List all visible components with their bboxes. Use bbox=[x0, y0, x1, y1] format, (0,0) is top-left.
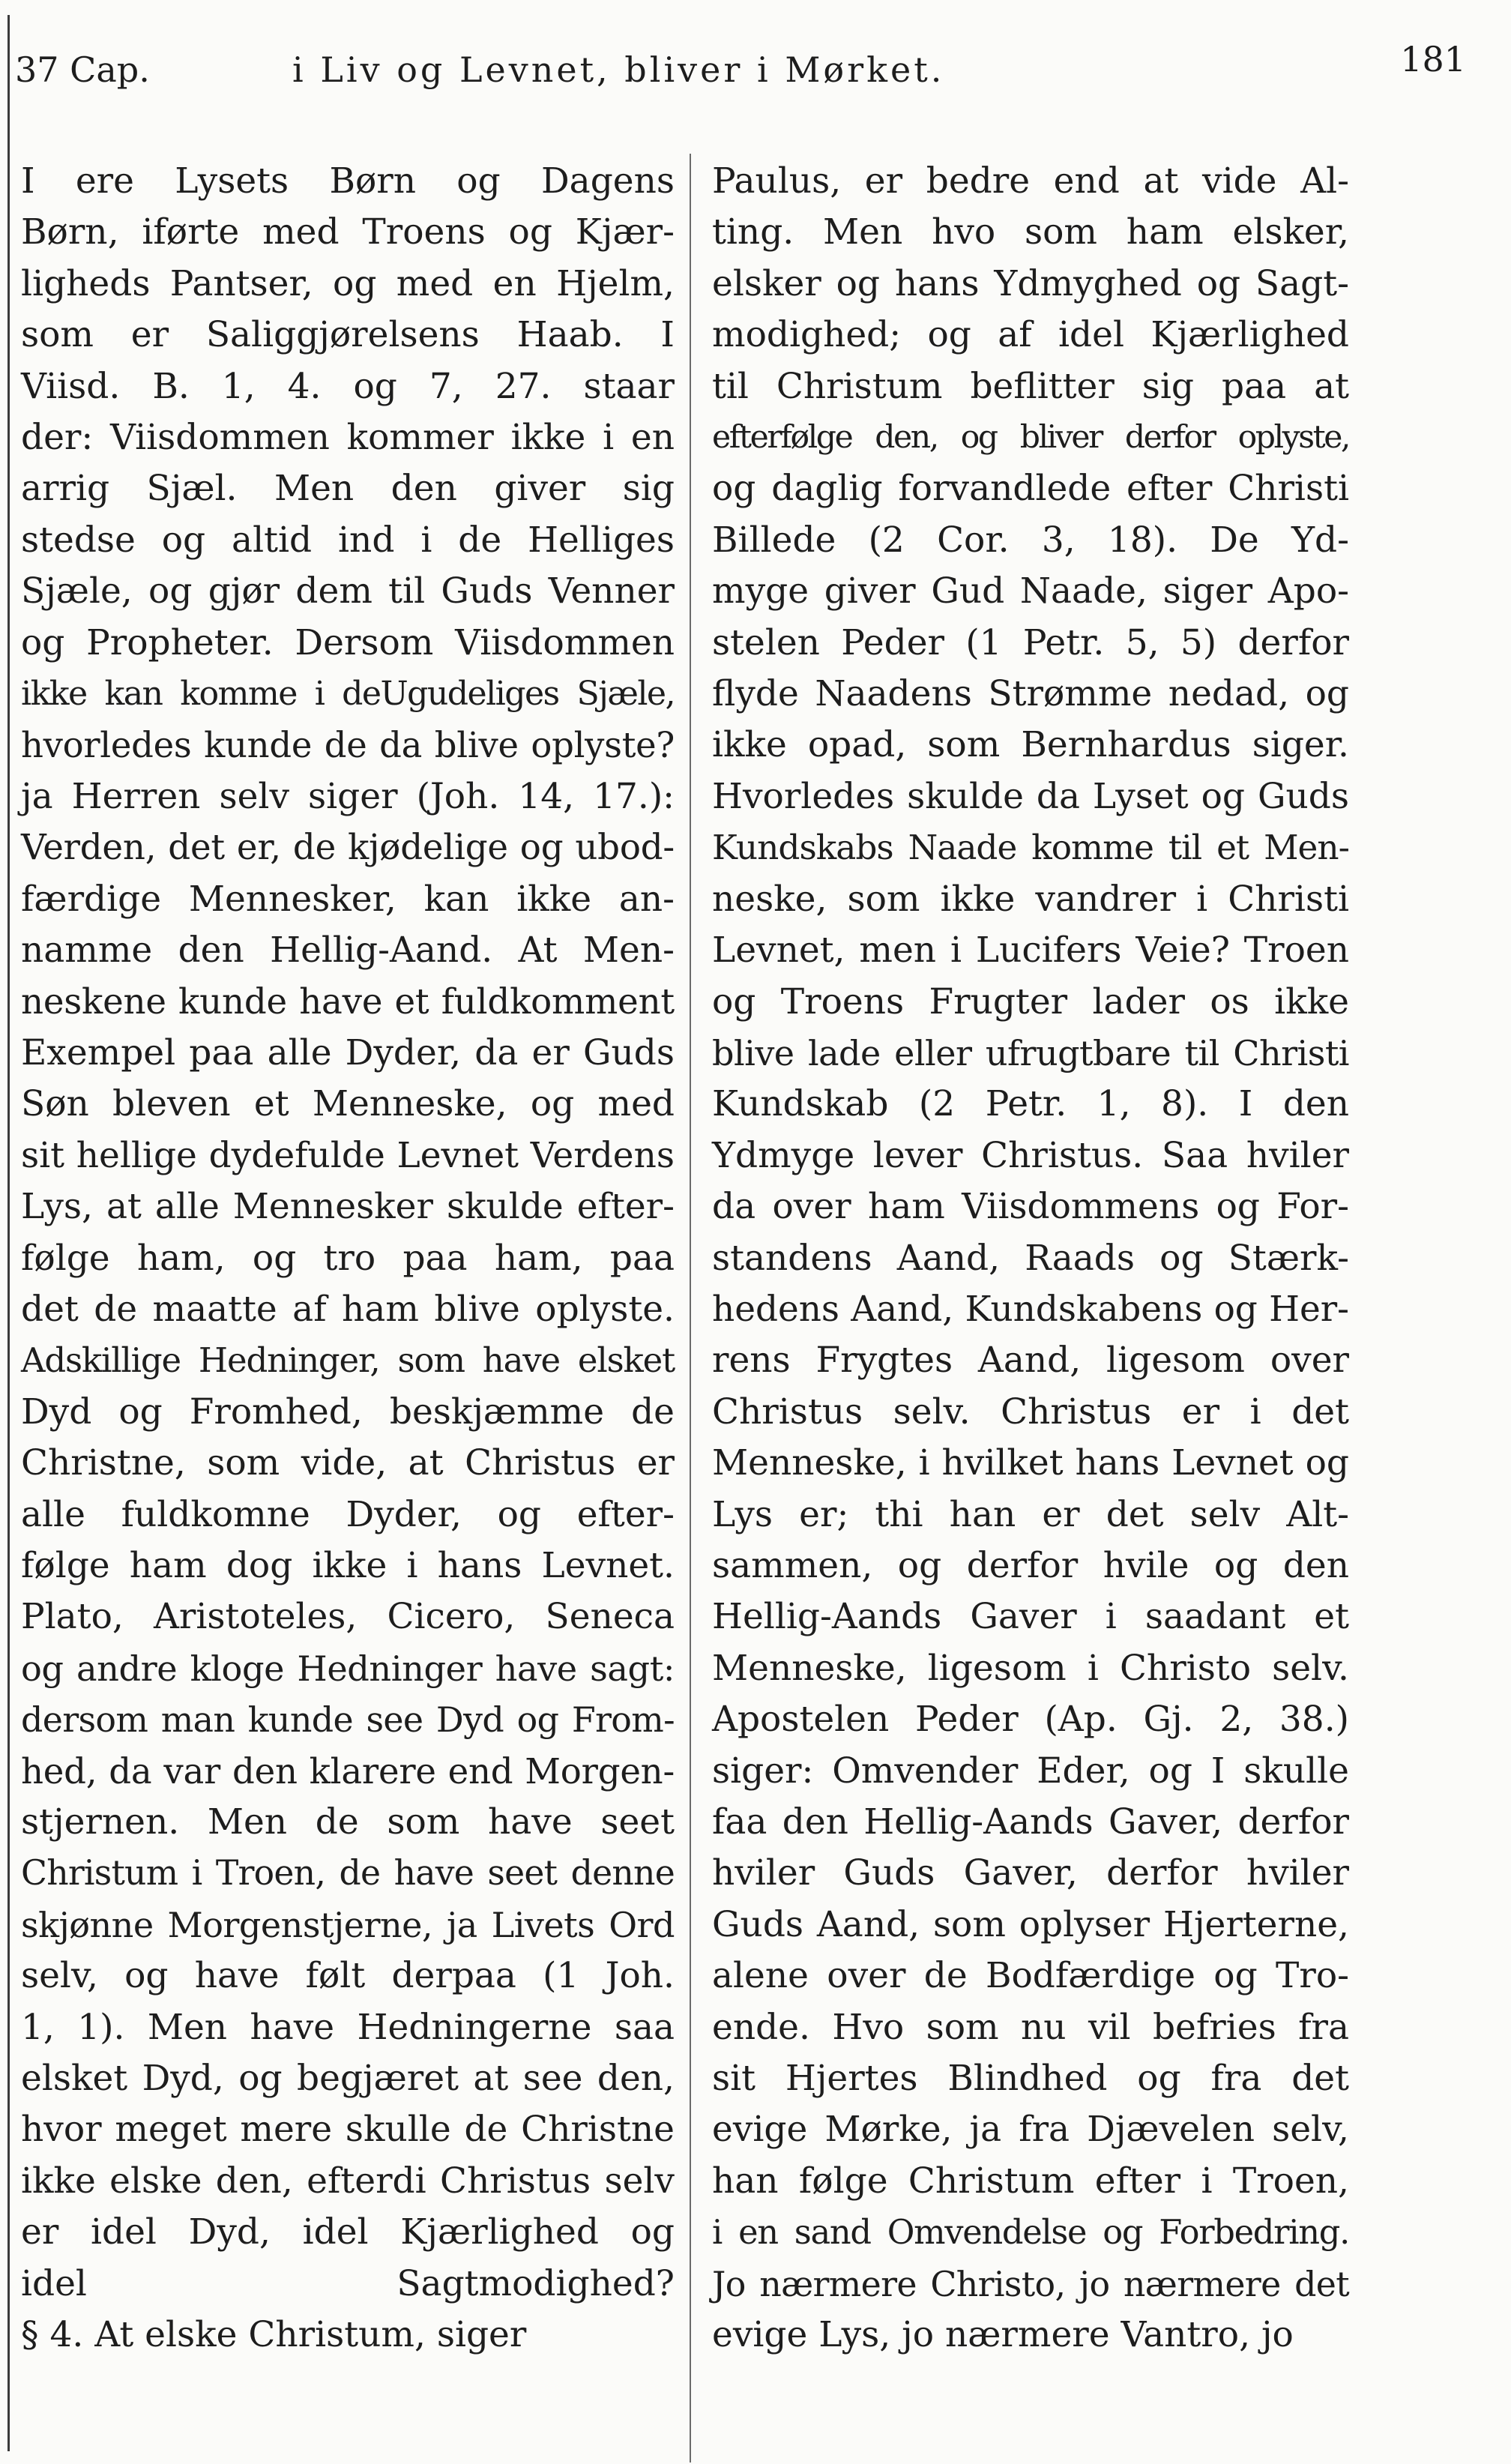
text-line: sit Hjertes Blindhed og fra det bbox=[712, 2058, 1349, 2100]
text-line: faa den Hellig-Aands Gaver, derfor bbox=[712, 1801, 1349, 1843]
text-line: hviler Guds Gaver, derfor hviler bbox=[712, 1852, 1349, 1894]
text-line: elsker og hans Ydmyghed og Sagt- bbox=[712, 262, 1349, 304]
text-line: følge ham dog ikke i hans Levnet. bbox=[21, 1544, 675, 1586]
text-line: alle fuldkomne Dyder, og efter- bbox=[21, 1493, 675, 1535]
text-line: Plato, Aristoteles, Cicero, Seneca bbox=[21, 1596, 675, 1638]
text-line: færdige Mennesker, kan ikke an- bbox=[21, 878, 675, 920]
text-line: Christus selv. Christus er i det bbox=[712, 1391, 1349, 1433]
text-line: Jo nærmere Christo, jo nærmere det bbox=[712, 2263, 1349, 2304]
text-line: Adskillige Hedninger, som have elsket bbox=[21, 1340, 675, 1381]
text-line: Dyd og Fromhed, beskjæmme de bbox=[21, 1391, 675, 1433]
text-line: sit hellige dydefulde Levnet Verdens bbox=[21, 1134, 675, 1176]
running-title: i Liv og Levnet, bliver i Mørket. bbox=[292, 49, 945, 90]
text-line: og daglig forvandlede efter Christi bbox=[712, 468, 1349, 510]
text-line: ja Herren selv siger (Joh. 14, 17.): bbox=[21, 775, 675, 817]
text-line: skjønne Morgenstjerne, ja Livets Ord bbox=[21, 1904, 675, 1945]
text-line: ikke kan komme i deUgudeliges Sjæle, bbox=[21, 675, 675, 714]
text-line: namme den Hellig-Aand. At Men- bbox=[21, 930, 675, 972]
text-line: er idel Dyd, idel Kjærlighed og bbox=[21, 2211, 675, 2253]
text-line: det de maatte af ham blive oplyste. bbox=[21, 1288, 675, 1330]
running-head bbox=[15, 36, 1466, 103]
text-line: neskene kunde have et fuldkomment bbox=[21, 981, 675, 1022]
text-line: Hellig-Aands Gaver i saadant et bbox=[712, 1596, 1349, 1638]
text-line: efterfølge den, og bliver derfor oplyste, bbox=[712, 419, 1349, 457]
text-line: Kundskabs Naade komme til et Men- bbox=[712, 828, 1349, 868]
text-line: Levnet, men i Lucifers Veie? Troen bbox=[712, 930, 1349, 972]
text-line: stedse og altid ind i de Helliges bbox=[21, 519, 675, 561]
text-line: neske, som ikke vandrer i Christi bbox=[712, 878, 1349, 920]
text-line: dersom man kunde see Dyd og From- bbox=[21, 1699, 675, 1741]
text-line: Menneske, ligesom i Christo selv. bbox=[712, 1647, 1349, 1689]
text-line: Verden, det er, de kjødelige og ubod- bbox=[21, 828, 675, 869]
column-divider bbox=[690, 154, 691, 2463]
text-line: hed, da var den klarere end Morgen- bbox=[21, 1750, 675, 1792]
text-line: følge ham, og tro paa ham, paa bbox=[21, 1237, 675, 1279]
right-column bbox=[712, 156, 1349, 2361]
text-line: ligheds Pantser, og med en Hjelm, bbox=[21, 262, 675, 304]
text-line: stjernen. Men de som have seet bbox=[21, 1801, 675, 1843]
text-line: alene over de Bodfærdige og Tro- bbox=[712, 1955, 1349, 1997]
text-line: rens Frygtes Aand, ligesom over bbox=[712, 1340, 1349, 1382]
text-line: evige Lys, jo nærmere Vantro, jo bbox=[712, 2314, 1294, 2356]
text-line: der: Viisdommen kommer ikke i en bbox=[21, 417, 675, 459]
text-line: idel Sagtmodighed? bbox=[21, 2262, 675, 2304]
text-line: som er Saliggjørelsens Haab. I bbox=[21, 314, 675, 356]
text-line: til Christum beflitter sig paa at bbox=[712, 365, 1349, 407]
text-line: Exempel paa alle Dyder, da er Guds bbox=[21, 1031, 675, 1073]
chapter-label: 37 Cap. bbox=[15, 49, 150, 90]
text-line: evige Mørke, ja fra Djævelen selv, bbox=[712, 2109, 1349, 2151]
text-line: Billede (2 Cor. 3, 18). De Yd- bbox=[712, 519, 1349, 561]
text-line: myge giver Gud Naade, siger Apo- bbox=[712, 570, 1349, 612]
text-line: Guds Aand, som oplyser Hjerterne, bbox=[712, 1903, 1349, 1945]
text-line: Sjæle, og gjør dem til Guds Venner bbox=[21, 570, 675, 612]
text-line: ikke opad, som Bernhardus siger. bbox=[712, 724, 1349, 766]
page-edge-rule bbox=[7, 15, 10, 2451]
text-line: han følge Christum efter i Troen, bbox=[712, 2160, 1349, 2202]
text-line: selv, og have følt derpaa (1 Joh. bbox=[21, 1955, 675, 1997]
text-line: 1, 1). Men have Hedningerne saa bbox=[21, 2006, 675, 2048]
text-line: ikke elske den, efterdi Christus selv bbox=[21, 2160, 675, 2202]
text-line: I ere Lysets Børn og Dagens bbox=[21, 160, 675, 202]
text-line: Hvorledes skulde da Lyset og Guds bbox=[712, 775, 1349, 817]
text-line: og andre kloge Hedninger have sagt: bbox=[21, 1648, 675, 1689]
text-line: ende. Hvo som nu vil befries fra bbox=[712, 2006, 1349, 2048]
text-line: Kundskab (2 Petr. 1, 8). I den bbox=[712, 1083, 1349, 1125]
text-line: elsket Dyd, og begjæret at see den, bbox=[21, 2058, 675, 2100]
text-line: § 4. At elske Christum, siger bbox=[21, 2314, 527, 2356]
text-line: Christum i Troen, de have seet denne bbox=[21, 1853, 675, 1894]
text-line: stelen Peder (1 Petr. 5, 5) derfor bbox=[712, 621, 1349, 663]
text-line: ting. Men hvo som ham elsker, bbox=[712, 211, 1349, 253]
text-line: hvorledes kunde de da blive oplyste? bbox=[21, 725, 675, 766]
left-column bbox=[21, 156, 675, 2361]
text-line: Viisd. B. 1, 4. og 7, 27. staar bbox=[21, 365, 675, 407]
text-line: Paulus, er bedre end at vide Al- bbox=[712, 160, 1349, 202]
text-line: blive lade eller ufrugtbare til Christi bbox=[712, 1032, 1349, 1073]
text-line: arrig Sjæl. Men den giver sig bbox=[21, 468, 675, 510]
text-line: Christne, som vide, at Christus er bbox=[21, 1442, 675, 1484]
text-line: hvor meget mere skulle de Christne bbox=[21, 2109, 675, 2151]
text-line: Lys er; thi han er det selv Alt- bbox=[712, 1493, 1349, 1535]
text-line: siger: Omvender Eder, og I skulle bbox=[712, 1750, 1349, 1792]
page-number: 181 bbox=[1400, 39, 1466, 79]
text-line: sammen, og derfor hvile og den bbox=[712, 1544, 1349, 1586]
text-line: Ydmyge lever Christus. Saa hviler bbox=[712, 1134, 1349, 1176]
text-line: og Propheter. Dersom Viisdommen bbox=[21, 621, 675, 663]
text-line: Børn, iførte med Troens og Kjær- bbox=[21, 211, 675, 253]
text-line: Lys, at alle Mennesker skulde efter- bbox=[21, 1186, 675, 1228]
text-line: og Troens Frugter lader os ikke bbox=[712, 981, 1349, 1022]
text-line: Menneske, i hvilket hans Levnet og bbox=[712, 1442, 1349, 1484]
text-line: Søn bleven et Menneske, og med bbox=[21, 1083, 675, 1125]
text-line: i en sand Omvendelse og Forbedring. bbox=[712, 2212, 1349, 2253]
text-line: flyde Naadens Strømme nedad, og bbox=[712, 673, 1349, 715]
text-line: da over ham Viisdommens og For- bbox=[712, 1186, 1349, 1228]
text-line: hedens Aand, Kundskabens og Her- bbox=[712, 1288, 1349, 1330]
text-line: standens Aand, Raads og Stærk- bbox=[712, 1237, 1349, 1279]
text-line: Apostelen Peder (Ap. Gj. 2, 38.) bbox=[712, 1699, 1349, 1741]
text-line: modighed; og af idel Kjærlighed bbox=[712, 314, 1349, 356]
